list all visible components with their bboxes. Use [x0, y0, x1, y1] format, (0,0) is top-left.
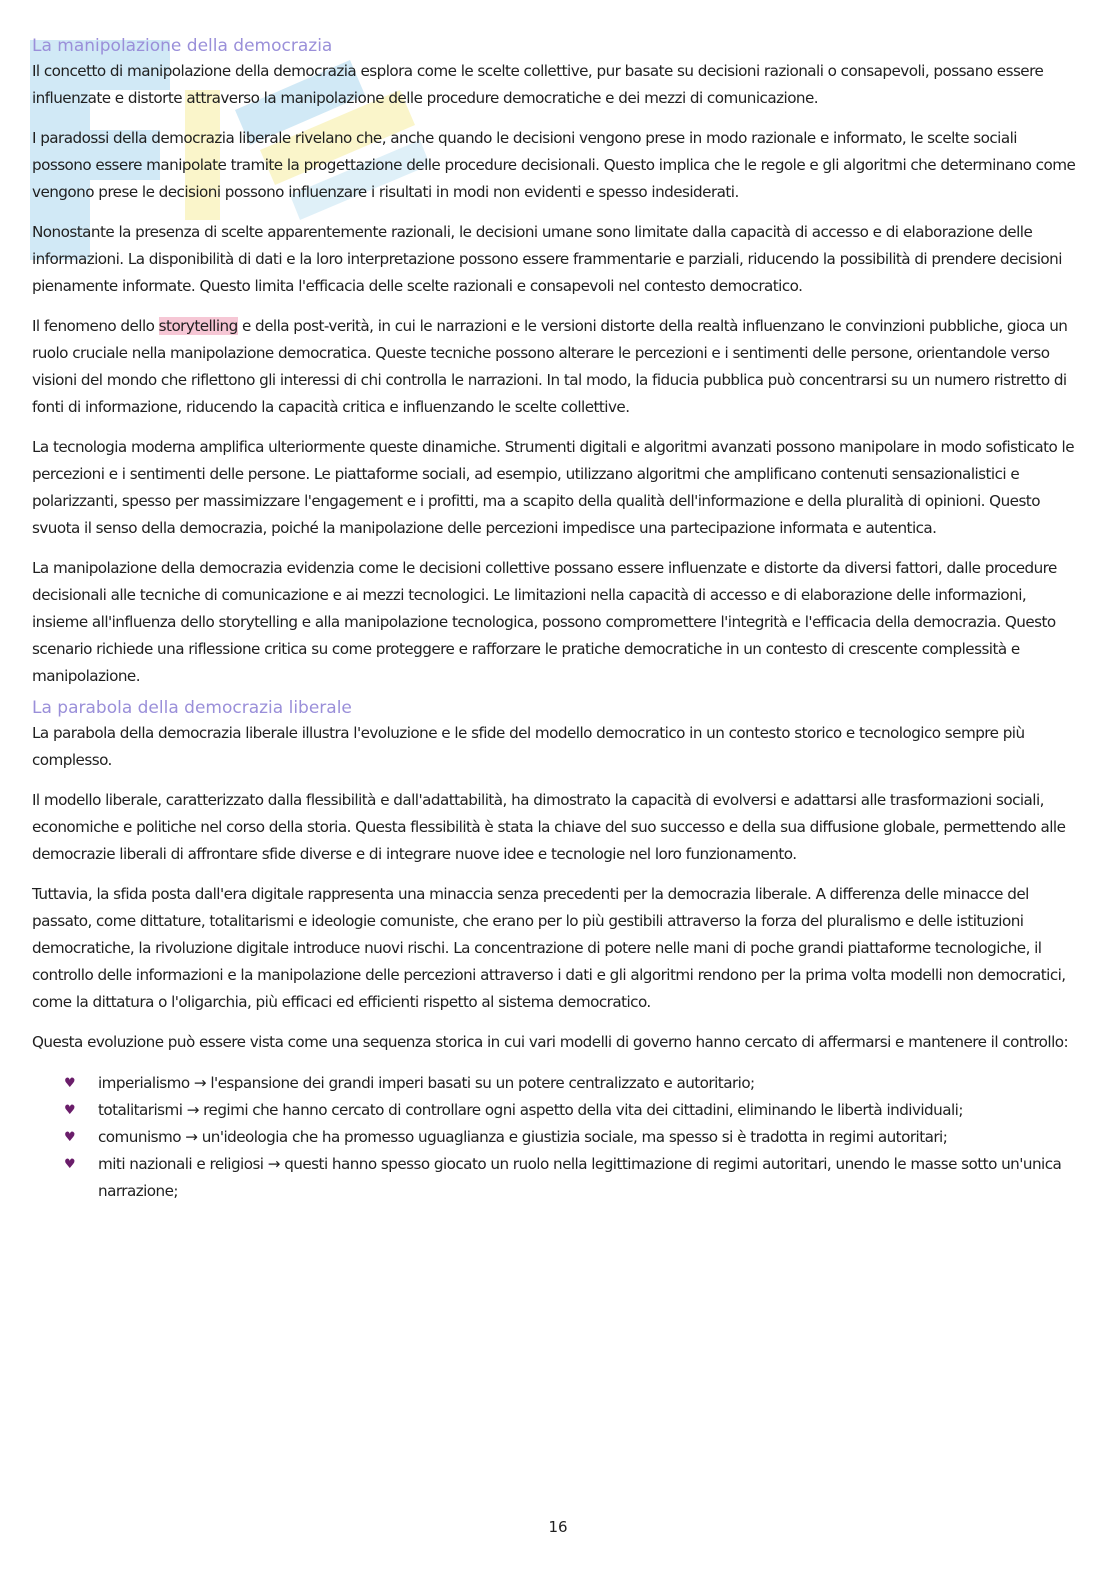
heart-bullet-icon: ♥: [64, 1157, 76, 1172]
list-item-text: imperialismo → l'espansione dei grandi imperi basati su un potere centralizzato e autoritario;: [98, 1074, 755, 1092]
heart-bullet-icon: ♥: [64, 1103, 76, 1118]
paragraph: [32, 313, 1080, 421]
list-item: [64, 1097, 1080, 1124]
paragraph-text: e della post-verità, in cui le narrazioni e le versioni distorte della realtà influenzano le convinzioni pubbliche, gioca un ruolo cruciale nella manipolazione democratica. Queste tecniche possono alterare le percezioni e i sentimenti delle persone, orientandole verso visioni del mondo che riflettono gli interessi di chi controlla le narrazioni. In tal modo, la fiducia pubblica può concentrarsi su un numero ristretto di fonti di informazione, riducendo la capacità critica e influenzando le scelte collettive.: [32, 317, 1068, 416]
page-number: 16: [548, 1518, 568, 1536]
list-item-text: miti nazionali e religiosi → questi hanno spesso giocato un ruolo nella legittimazione di regimi autoritari, unendo le masse sotto un'unica narrazione;: [98, 1155, 1062, 1200]
paragraph: La tecnologia moderna amplifica ulteriormente queste dinamiche. Strumenti digitali e algoritmi avanzati possono manipolare in modo sofisticato le percezioni e i sentimenti delle persone. Le piattaforme sociali, ad esempio, utilizzano algoritmi che amplificano contenuti sensazionalistici e polarizzanti, spesso per massimizzare l'engagement e i profitti, ma a scapito della qualità dell'informazione e della pluralità di opinioni. Questo svuota il senso della democrazia, poiché la manipolazione delle percezioni impedisce una partecipazione informata e autentica.: [32, 438, 1074, 537]
heart-bullet-icon: ♥: [64, 1076, 76, 1091]
paragraph: La parabola della democrazia liberale illustra l'evoluzione e le sfide del modello democratico in un contesto storico e tecnologico sempre più complesso.: [32, 724, 1025, 769]
section-heading: La manipolazione della democrazia: [32, 36, 333, 56]
heart-bullet-icon: ♥: [64, 1130, 76, 1145]
bullet-list: [32, 1070, 1080, 1205]
paragraph: Il modello liberale, caratterizzato dalla flessibilità e dall'adattabilità, ha dimostrato la capacità di evolversi e adattarsi alle trasformazioni sociali, economiche e politiche nel corso della storia. Questa flessibilità è stata la chiave del suo successo e della sua diffusione globale, permettendo alle democrazie liberali di affrontare sfide diverse e di integrare nuove idee e tecnologie nel loro funzionamento.: [32, 791, 1066, 863]
list-item: [64, 1124, 1080, 1151]
paragraph: Nonostante la presenza di scelte apparentemente razionali, le decisioni umane sono limitate dalla capacità di accesso e di elaborazione delle informazioni. La disponibilità di dati e la loro interpretazione possono essere frammentarie e parziali, riducendo la possibilità di prendere decisioni pienamente informate. Questo limita l'efficacia delle scelte razionali e consapevoli nel contesto democratico.: [32, 223, 1062, 295]
paragraph: Il concetto di manipolazione della democrazia esplora come le scelte collettive, pur basate su decisioni razionali o consapevoli, possano essere influenzate e distorte attraverso la manipolazione delle procedure democratiche e dei mezzi di comunicazione.: [32, 62, 1044, 107]
list-item: [64, 1151, 1080, 1205]
section-heading: La parabola della democrazia liberale: [32, 698, 352, 718]
paragraph-text: Il fenomeno dello: [32, 317, 159, 335]
paragraph: Tuttavia, la sfida posta dall'era digitale rappresenta una minaccia senza precedenti per la democrazia liberale. A differenza delle minacce del passato, come dittature, totalitarismi e ideologie comuniste, che erano per lo più gestibili attraverso la forza del pluralismo e delle istituzioni democratiche, la rivoluzione digitale introduce nuovi rischi. La concentrazione di potere nelle mani di poche grandi piattaforme tecnologiche, il controllo delle informazioni e la manipolazione delle percezioni attraverso i dati e gli algoritmi rendono per la prima volta modelli non democratici, come la dittatura o l'oligarchia, più efficaci ed efficienti rispetto al sistema democratico.: [32, 885, 1066, 1011]
paragraph: Questa evoluzione può essere vista come una sequenza storica in cui vari modelli di governo hanno cercato di affermarsi e mantenere il controllo:: [32, 1033, 1069, 1051]
list-item-text: comunismo → un'ideologia che ha promesso uguaglianza e giustizia sociale, ma spesso si è tradotta in regimi autoritari;: [98, 1128, 948, 1146]
highlighted-term: storytelling: [158, 317, 238, 335]
list-item-text: totalitarismi → regimi che hanno cercato di controllare ogni aspetto della vita dei cittadini, eliminando le libertà individuali;: [98, 1101, 963, 1119]
paragraph: I paradossi della democrazia liberale rivelano che, anche quando le decisioni vengono prese in modo razionale e informato, le scelte sociali possono essere manipolate tramite la progettazione delle procedure decisionali. Questo implica che le regole e gli algoritmi che determinano come vengono prese le decisioni possono influenzare i risultati in modi non evidenti e spesso indesiderati.: [32, 129, 1076, 201]
list-item: [64, 1070, 1080, 1097]
document-page: [32, 34, 1080, 1205]
paragraph: La manipolazione della democrazia evidenzia come le decisioni collettive possano essere influenzate e distorte da diversi fattori, dalle procedure decisionali alle tecniche di comunicazione e ai mezzi tecnologici. Le limitazioni nella capacità di accesso e di elaborazione delle informazioni, insieme all'influenza dello storytelling e alla manipolazione tecnologica, possono compromettere l'integrità e l'efficacia della democrazia. Questo scenario richiede una riflessione critica su come proteggere e rafforzare le pratiche democratiche in un contesto di crescente complessità e manipolazione.: [32, 559, 1057, 685]
